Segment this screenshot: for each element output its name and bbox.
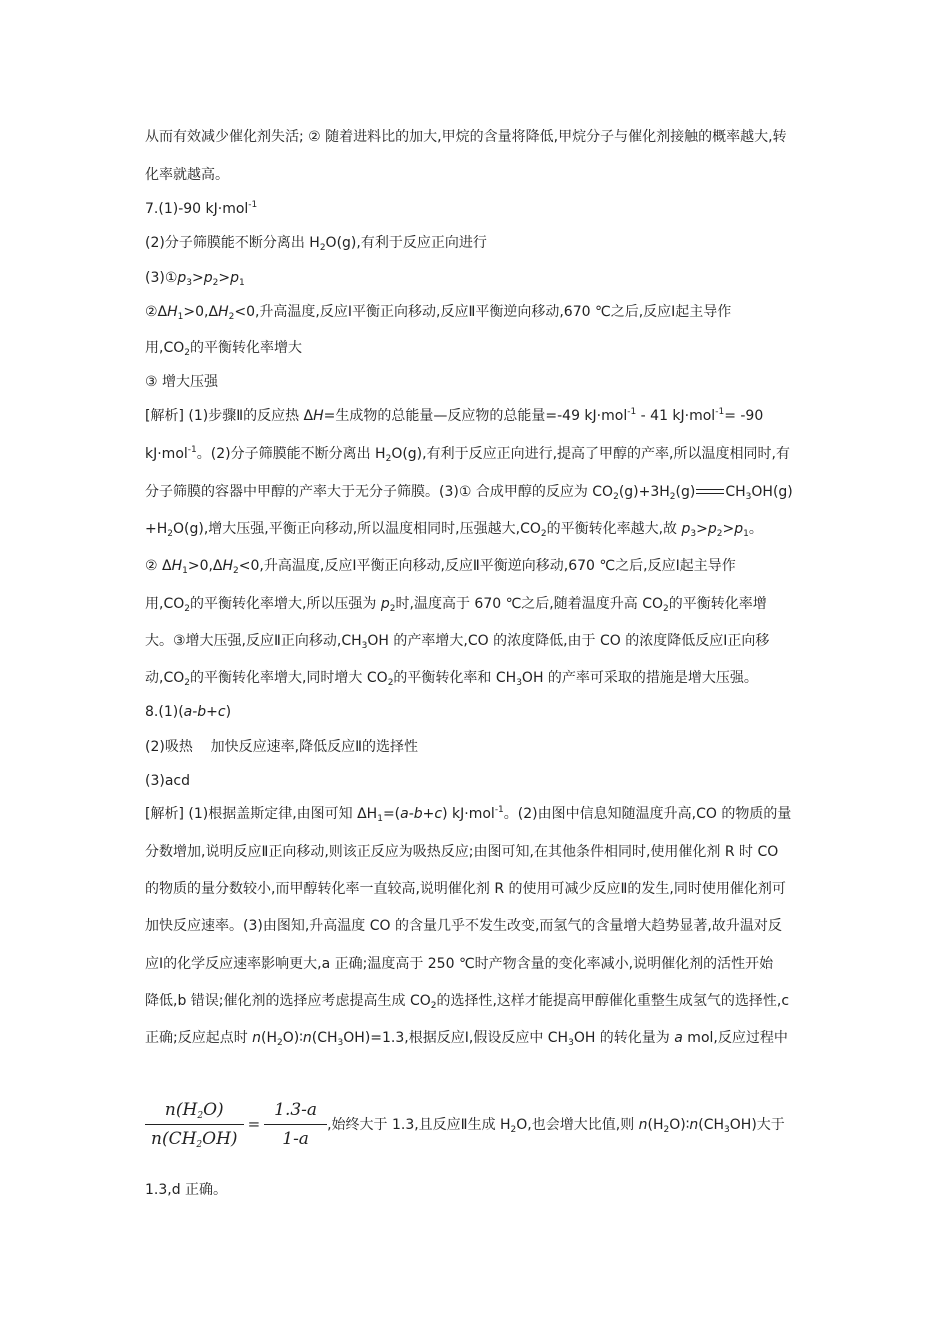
text-line: 应Ⅰ的化学反应速率影响更大,a 正确;温度高于 250 ℃时产物含量的变化率减小,说明催化剂的活性开始 xyxy=(145,956,774,972)
analysis-8: [解析] (1)根据盖斯定律,由图可知 $\Delta H_1=(a-b+c)$ kJ·mol$^{-1}$。(2)由图中信息知随温度升高,CO 的物质的量 xyxy=(145,805,792,824)
analysis-7: [解析] (1)步骤Ⅱ的反应热 ΔH=生成物的总能量—反应物的总能量=-49 kJ·mol$^{-1}$ - 41 kJ·mol$^{-1}$= -90 xyxy=(145,407,764,424)
text-line: 降低,b 错误;催化剂的选择应考虑提高生成 $CO_2$的选择性,这样才能提高甲醇催化重整生成氢气的选择性,c xyxy=(145,993,790,1011)
ratio-expression: $\frac{n(H_2O)}{n(CH_2OH)}$ = $\frac{1.3-a}{1-a}$ ,始终大于 1.3,且反应Ⅱ生成 $H_2O$,也会增大比值,则 $n(H_2O)∶n(CH_3OH)$大于 xyxy=(145,1094,785,1154)
answer-8-3: (3)acd xyxy=(145,773,190,789)
ratio-explanation: ,始终大于 1.3,且反应Ⅱ生成 $H_2O$,也会增大比值,则 $n(H_2O)∶n(CH_3OH)$大于 xyxy=(327,1117,785,1135)
text-line: 化率就越高。 xyxy=(145,167,229,183)
text-line: 从而有效减少催化剂失活; ② 随着进料比的加大,甲烷的含量将降低,甲烷分子与催化剂接触的概率越大,转 xyxy=(145,129,787,145)
answer-7-1: 7.(1)-90 kJ·mol$^{-1}$ xyxy=(145,200,258,217)
equilibrium-arrow-icon xyxy=(695,487,725,497)
ratio-fraction: $\frac{n(H_2O)}{n(CH_2OH)}$ xyxy=(145,1100,244,1149)
text-line: ② $\Delta H_1>0,\Delta H_2<0$,升高温度,反应Ⅰ平衡正向移动,反应Ⅱ平衡逆向移动,670 ℃之后,反应Ⅰ起主导作 xyxy=(145,558,736,576)
text-line: 正确;反应起点时 $n(H_2O)∶n(CH_3OH)=1.3$,根据反应Ⅰ,假设反应中 $CH_3OH$ 的转化量为 a mol,反应过程中 xyxy=(145,1030,788,1048)
text-line: 加快反应速率。(3)由图知,升高温度 CO 的含量几乎不发生改变,而氢气的含量增大趋势显著,故升温对反 xyxy=(145,918,782,934)
value-fraction: $\frac{1.3-a}{1-a}$ xyxy=(264,1100,327,1149)
answer-8-2: (2)吸热 加快反应速率,降低反应Ⅱ的选择性 xyxy=(145,739,418,755)
text-line: 动$,CO_2$的平衡转化率增大,同时增大 $CO_2$的平衡转化率和 $CH_3OH$ 的产率可采取的措施是增大压强。 xyxy=(145,670,758,688)
answer-7-3-3: ③ 增大压强 xyxy=(145,374,219,390)
answer-8-1: 8.(1)(a-b+c) xyxy=(145,704,232,720)
text-line: 用$,CO_2$的平衡转化率增大 xyxy=(145,340,302,358)
text-line: 大。③增大压强,反应Ⅱ正向移动$,CH_3OH$ 的产率增大,CO 的浓度降低,由于 CO 的浓度降低反应Ⅰ正向移 xyxy=(145,633,770,651)
text-line: 1.3,d 正确。 xyxy=(145,1182,228,1198)
text-line: $+H_2O(g)$,增大压强,平衡正向移动,所以温度相同时,压强越大$,CO_2$的平衡转化率越大,故 $p_3>p_2>p_1$。 xyxy=(145,521,763,539)
text-line: 分数增加,说明反应Ⅱ正向移动,则该正反应为吸热反应;由图可知,在其他条件相同时,使用催化剂 R 时 CO xyxy=(145,844,779,860)
text-line: 用$,CO_2$的平衡转化率增大,所以压强为 $p_2$时,温度高于 670 ℃之后,随着温度升高 $CO_2$的平衡转化率增 xyxy=(145,596,767,614)
text-line: 分子筛膜的容器中甲醇的产率大于无分子筛膜。(3)① 合成甲醇的反应为 $CO_2(g)+3H_2(g)$ $CH_3OH(g)$ xyxy=(145,484,793,502)
text-line: 的物质的量分数较小,而甲醇转化率一直较高,说明催化剂 R 的使用可减少反应Ⅱ的发生,同时使用催化剂可 xyxy=(145,881,786,897)
answer-7-2: (2)分子筛膜能不断分离出 $H_2O(g)$,有利于反应正向进行 xyxy=(145,235,487,253)
answer-7-3-1: $(3)①p_3>p_2>p_1$ xyxy=(145,270,245,288)
text-line: kJ·mol$^{-1}$。(2)分子筛膜能不断分离出 $H_2O(g)$,有利于反应正向进行,提高了甲醇的产率,所以温度相同时,有 xyxy=(145,445,790,464)
answer-7-3-2: $②\Delta H_1>0,\Delta H_2<0$,升高温度,反应Ⅰ平衡正向移动,反应Ⅱ平衡逆向移动,670 ℃之后,反应Ⅰ起主导作 xyxy=(145,304,732,322)
